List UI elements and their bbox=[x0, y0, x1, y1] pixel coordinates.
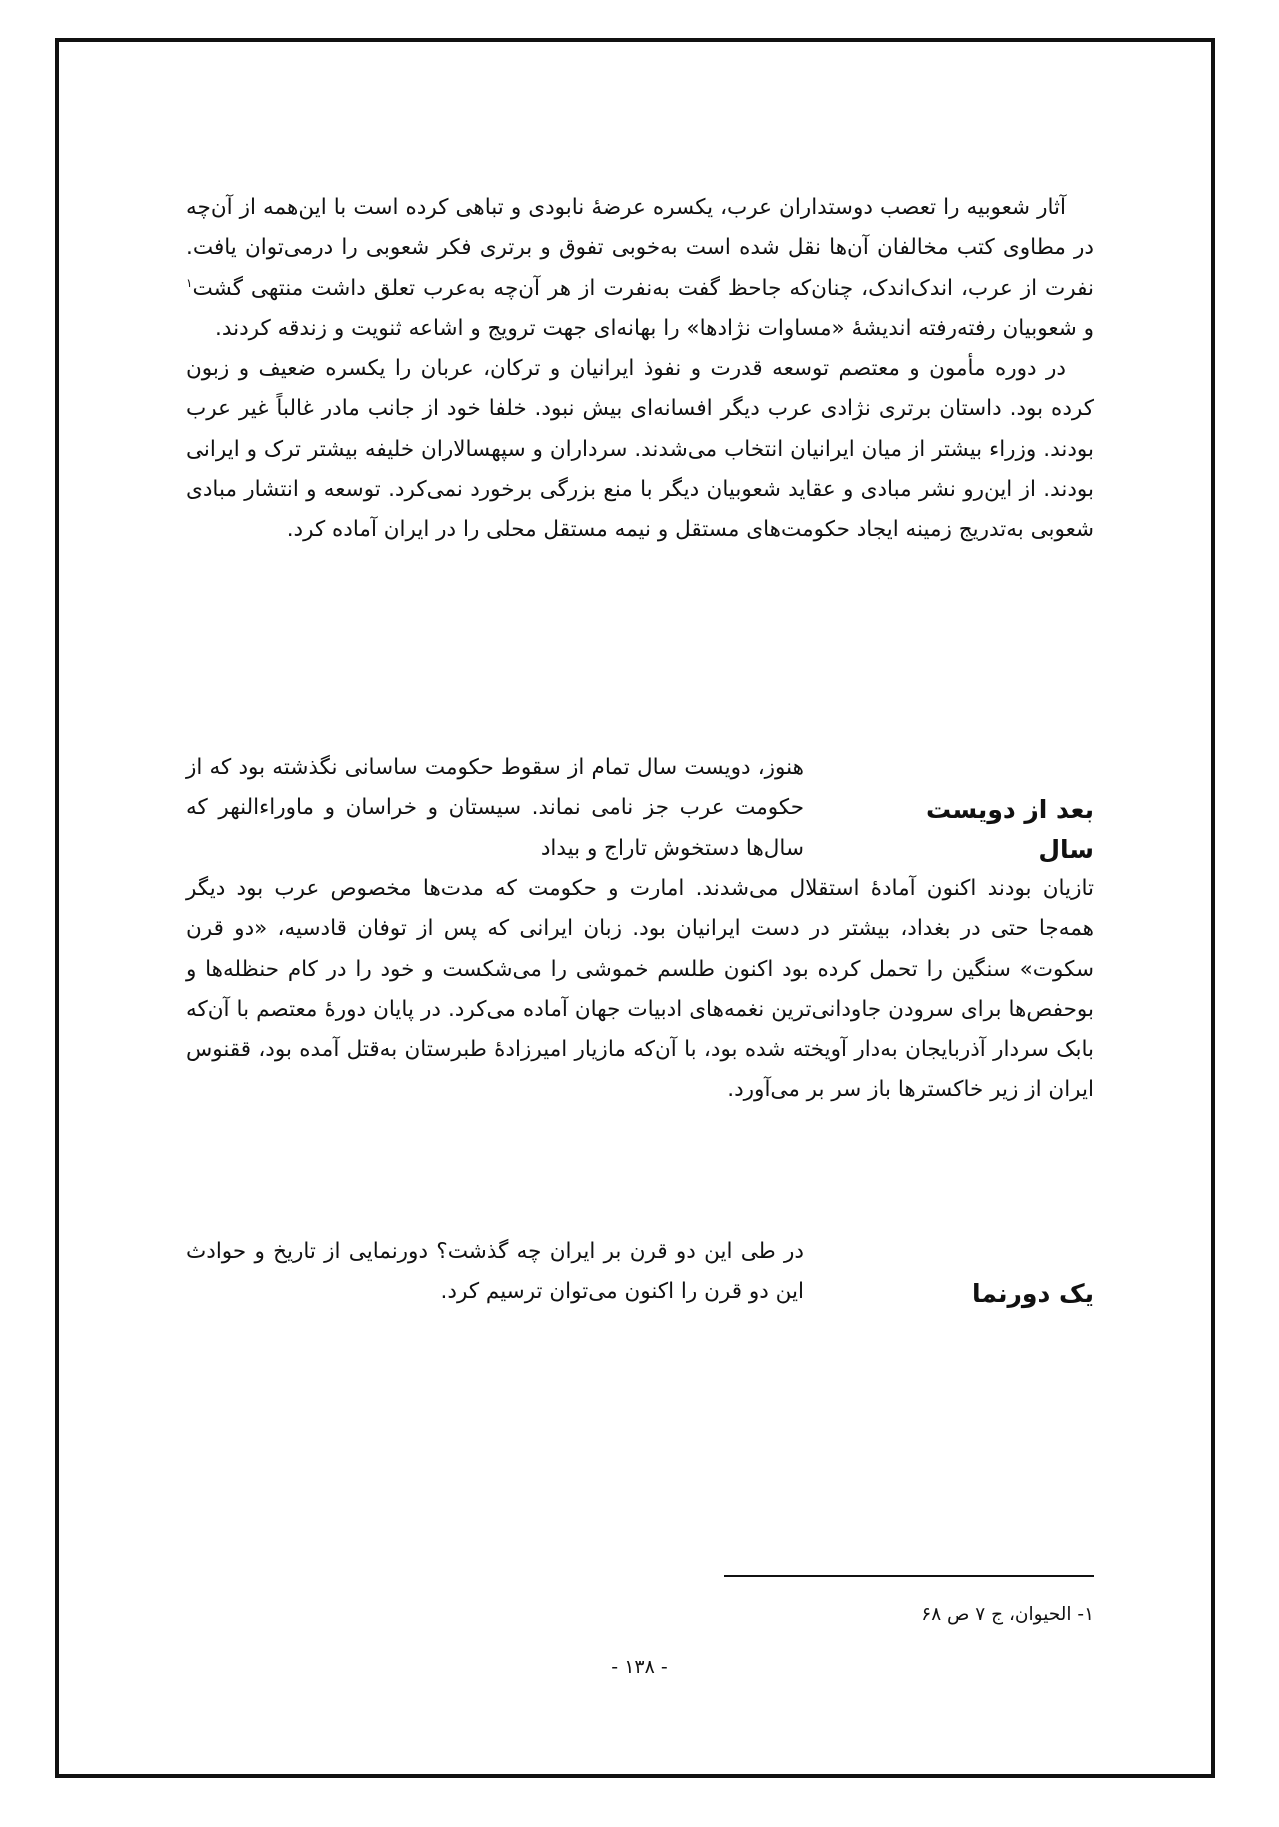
body-text-continuation bbox=[186, 869, 1094, 1111]
section-intro-two-hundred-years bbox=[186, 748, 804, 869]
footnote-reference[interactable]: ۱ bbox=[186, 275, 193, 290]
footnote-divider bbox=[724, 1575, 1094, 1577]
body-text-top bbox=[186, 188, 1094, 551]
section-intro-text: هنوز، دویست سال تمام از سقوط حکومت ساسانی نگذشته بود که از حکومت عرب جز نامی نماند. سیستان و خراسان و ماوراءالنهر که سال‌ها دستخوش تاراج و بیداد bbox=[186, 755, 804, 861]
paragraph-shuubiyya-tail: و شعوبیان رفته‌رفته اندیشهٔ «مساوات نژادها» را بهانه‌ای جهت ترویج و اشاعه ثنویت و زندقه کردند. bbox=[214, 315, 1094, 341]
section-heading-panorama: یک دورنما bbox=[972, 1279, 1094, 1308]
paragraph-continuation: تازیان بودند اکنون آمادهٔ استقلال می‌شدند. امارت و حکومت که مدت‌ها مخصوص عرب بود دیگر همه‌جا حتی در بغداد، بیشتر در دست ایرانیان بود. زبان ایرانی که پس از توفان قادسیه، «دو قرن سکوت» سنگین را تحمل کرده بود اکنون طلسم خموشی را می‌شکست و خود را در کام حنظله‌ها و بوحفص‌ها برای سرودن جاودانی‌ترین نغمه‌های ادبیات جهان آماده می‌کرد. در پایان دورهٔ معتصم با آن‌که بابک سردار آذربایجان به‌دار آویخته شده بود، با آن‌که مازیار امیرزادهٔ طبرستان به‌قتل آمده بود، ققنوس ایران از زیر خاکسترها باز سر بر می‌آورد. bbox=[186, 876, 1094, 1103]
paragraph-shuubiyya bbox=[186, 188, 1094, 349]
section-two-hundred-years bbox=[186, 748, 1094, 869]
section-intro-panorama-text: در طی این دو قرن بر ایران چه گذشت؟ دورنمایی از تاریخ و حوادث این دو قرن را اکنون می‌توان ترسیم کرد. bbox=[186, 1239, 804, 1305]
section-panorama bbox=[186, 1232, 1094, 1313]
paragraph-shuubiyya-text: آثار شعوبیه را تعصب دوستداران عرب، یکسره عرضهٔ نابودی و تباهی کرده است با این‌همه از آن‌چه در مطاوی کتب مخالفان آن‌ها نقل شده است به‌خوبی تفوق و برتری فکر شعوبی را درمی‌توان یافت. نفرت از عرب، اندک‌اندک، چنان‌که جاحظ گفت به‌نفرت از هر آن‌چه به‌عرب تعلق داشت منتهی گشت bbox=[186, 195, 1094, 301]
section-intro-panorama bbox=[186, 1232, 804, 1313]
section-heading-two-hundred-years: بعد از دویست سال bbox=[926, 795, 1094, 864]
footnote: ۱- الحیوان، ج ۷ ص ۶۸ bbox=[921, 1604, 1094, 1625]
paragraph-mamun: در دوره مأمون و معتصم توسعه قدرت و نفوذ ایرانیان و ترکان، عربان را یکسره ضعیف و زبون کرده بود. داستان برتری نژادی عرب دیگر افسانه‌ای بیش نبود. خلفا خود از جانب مادر غالباً غیر عرب بودند. وزراء بیشتر از میان ایرانیان انتخاب می‌شدند. سرداران و سپهسالاران خلیفه بیشتر ترک و ایرانی بودند. از این‌رو نشر مبادی و عقاید شعوبیان دیگر با منع بزرگی برخورد نمی‌کرد. توسعه و انتشار مبادی شعوبی به‌تدریج زمینه ایجاد حکومت‌های مستقل و نیمه مستقل محلی را در ایران آماده کرد. bbox=[186, 356, 1094, 543]
page-number: - ۱۳۸ - bbox=[611, 1656, 668, 1678]
